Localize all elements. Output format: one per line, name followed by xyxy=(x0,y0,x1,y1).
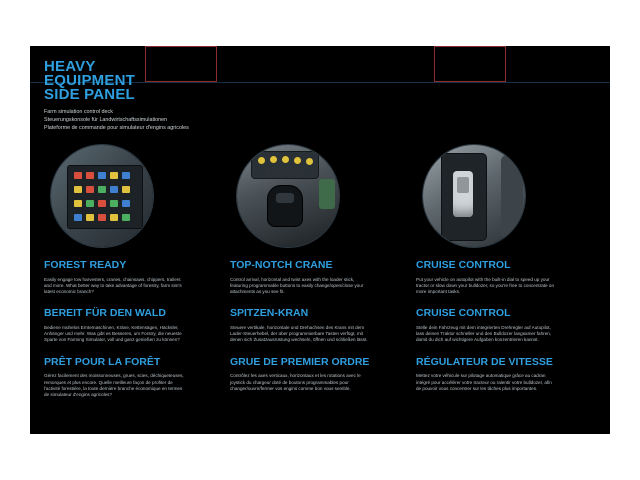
column-forest-ready xyxy=(44,144,196,398)
section-heading: SPITZEN-KRAN xyxy=(230,307,309,320)
section-heading: TOP-NOTCH CRANE xyxy=(230,259,333,271)
column-cruise-control xyxy=(416,144,568,392)
section-heading: GRUE DE PREMIER ORDRE xyxy=(230,355,370,368)
section-body: Gérez facilement des moissonneuses, grues, scies, déchiqueteuses, remorques et plus encore. Quelle meilleure façon de profiter de l'activité forestière, la toute dernière branche économique en termes de simulateur d'engins agricoles? xyxy=(44,373,184,398)
title-line-3: SIDE PANEL xyxy=(44,86,135,103)
section-heading: PRÊT POUR LA FORÊT xyxy=(44,355,161,368)
section-body: Put your vehicle on autopilot with the built-in dial to speed up your tractor or slow down your bulldozer, so you're free to concentrate on more important tasks. xyxy=(416,276,554,295)
product-poster xyxy=(30,46,610,434)
section-body: Steuere vertikale, horizontale und Drehachsen des Krans mit dem Lader-Steuerhebel, der über programmierbare Tasten verfügt, mit denen sich Zusatzausrüstung wechseln, öffnen und schließen lässt. xyxy=(230,324,368,343)
subtitle-de: Steuerungskonsole für Landwirtschaftssimulationen xyxy=(44,117,168,123)
decorative-rectangle-right xyxy=(434,46,506,82)
section-heading: RÉGULATEUR DE VITESSE xyxy=(416,355,553,368)
subtitle-fr: Plateforme de commande pour simulateur d'engins agricoles xyxy=(44,125,189,131)
title-block xyxy=(44,60,274,132)
column-top-notch-crane xyxy=(230,144,382,392)
section-heading: CRUISE CONTROL xyxy=(416,259,511,271)
section-body: Stelle dein Fahrzeug mit dem integrierten Drehregler auf Autopilot, lass deinen Traktor schneller und den Bulldozer langsamer fahren, damit du dich auf wichtigere Aufgaben konzentrieren kannst. xyxy=(416,324,552,343)
joystick-control-photo xyxy=(236,144,340,248)
subtitle-en: Farm simulation control deck xyxy=(44,109,113,115)
section-body: Bediene mühelos Erntemaschinen, Kräne, Kettensägen, Häcksler, Anhänger und mehr. Was gibt es Besseres, um Forstry, die neueste Sparte von Farming Simulator, voll und ganz genießen zu können? xyxy=(44,324,182,343)
page-title xyxy=(44,60,274,102)
section-heading: BEREIT FÜR DEN WALD xyxy=(44,307,166,320)
section-body: Mettez votre véhicule sur pilotage automatique grâce au cadran intégré pour accélérer votre tracteur ou ralentir votre bulldozer, afin de pouvoir vous concentrer sur les tâches plus importantes. xyxy=(416,373,552,391)
rocker-switch-photo xyxy=(422,144,526,248)
section-body: Contrôlez les axes verticaux, horizontaux et les rotations avec le joystick du chargeur doté de boutons programmables pour changer/ouvrir/fermer vos engins comme bon vous semble. xyxy=(230,373,361,391)
title-line-2: EQUIPMENT xyxy=(44,72,135,89)
section-heading: CRUISE CONTROL xyxy=(416,307,511,320)
content-columns xyxy=(44,144,596,424)
subtitle-block xyxy=(44,108,274,132)
section-heading: FOREST READY xyxy=(44,259,127,271)
title-line-1: HEAVY xyxy=(44,58,96,75)
control-panel-buttons-photo xyxy=(50,144,154,248)
section-body: Easily engage tow harvesters, cranes, chainsaws, chippers, trailers and more. What better way to take advantage of forestry, farm sim's latest economic branch? xyxy=(44,276,182,295)
section-body: Control arrival, horizontal and twist axes with the loader stick, featuring programmable buttons to easily change/open/close your attachments as you see fit. xyxy=(230,276,364,295)
